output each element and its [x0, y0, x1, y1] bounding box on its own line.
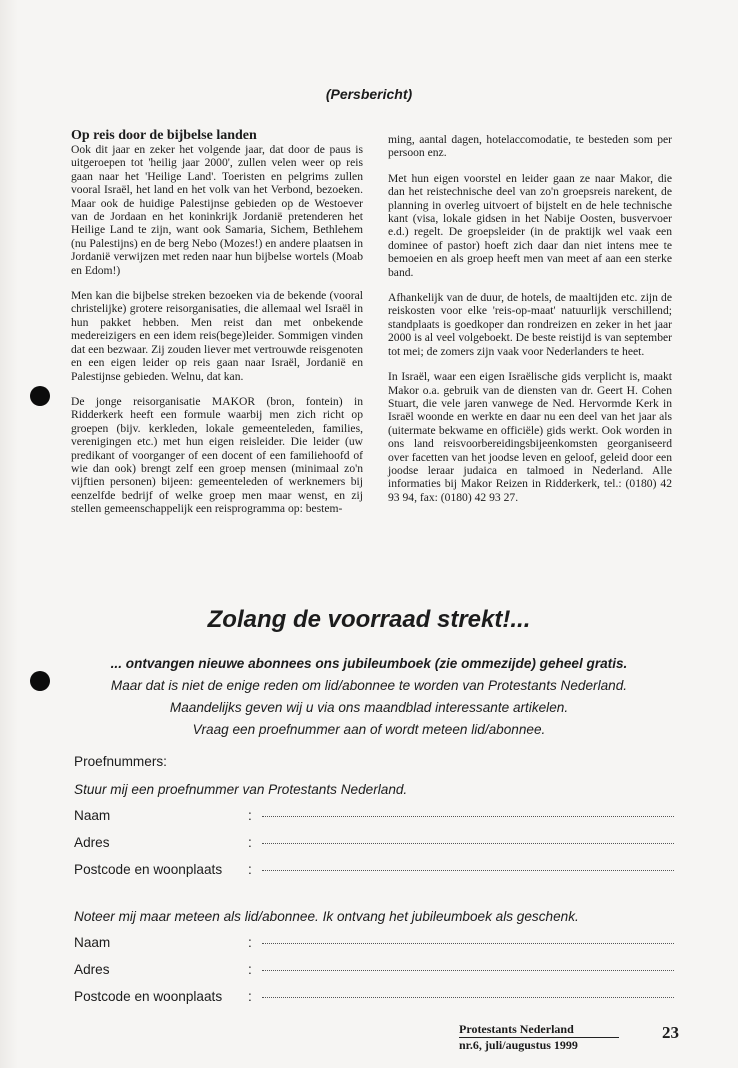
field-label: Naam: [74, 808, 111, 823]
field-colon: :: [248, 835, 252, 850]
article-paragraph: De jonge reisorganisatie MAKOR (bron, fontein) in Ridderkerk heeft een formule waarbij men zich richt op groepen (bijv. kerkleden, lokale gemeenteleden, families, verenigingen etc.) met hun eigen reisleider. Die leider (uw predikant of voorganger of een docent of een familiehoofd of wie dan ook) brengt zelf een groep mensen (minimaal zo'n vijftien personen) bijeen: gemeenteleden of werknemers bij eenzelfde bedrijf of welke groep men maar wenst, en zij stellen gemeenschappelijk een reisprogramma op: bestem-: [71, 394, 363, 516]
promo-text: [0, 653, 738, 741]
punch-hole: [30, 386, 50, 406]
page-footer: [459, 1022, 619, 1052]
promo-line: Maandelijks geven wij u via ons maandblad interessante artikelen.: [169, 700, 569, 715]
sample-postcode-field[interactable]: [74, 862, 674, 889]
article-paragraph: Afhankelijk van de duur, de hotels, de maaltijden etc. zijn de reiskosten voor elke 'reis-op-maat' natuurlijk verschillend; standplaats is goedkoper dan rondreizen en zeker in het jaar 2000 is al veel volgeboekt. De beste reistijd is van september tot mei; de zomers zijn vaak voor Nederlanders te heet.: [388, 291, 672, 358]
field-colon: :: [248, 808, 252, 823]
article-paragraph: Ook dit jaar en zeker het volgende jaar, dat door de paus is uitgeroepen tot 'heilig jaar 2000', zullen velen weer op reis gaan naar het 'Heilige Land'. Toeristen en pelgrims zullen vooral Israël, het land en het volk van het Verbond, bezoeken. Maar ook de huidige Palestijnse gebieden op de Westoever van de Jordaan en het koninkrijk Jordanië pretenderen het Heilige Land te zijn, want ook Samaria, Sichem, Bethlehem (nu Palestijns) en de berg Nebo (Mozes!) en andere plaatsen in Jordanië verwijzen met reden naar hun bijbelse wortels (Moab en Edom!): [71, 143, 363, 277]
field-label: Adres: [74, 962, 110, 977]
dotted-line[interactable]: [262, 996, 674, 998]
dotted-line[interactable]: [262, 842, 674, 844]
article-title: Op reis door de bijbelse landen: [71, 128, 257, 143]
field-colon: :: [248, 989, 252, 1004]
magazine-name: Protestants Nederland: [459, 1022, 619, 1038]
sample-address-field[interactable]: [74, 835, 674, 862]
member-name-field[interactable]: [74, 935, 674, 962]
form-section-label: Proefnummers:: [74, 754, 167, 769]
field-label: Adres: [74, 835, 110, 850]
dotted-line[interactable]: [262, 869, 674, 871]
article-column-left: [71, 128, 363, 528]
field-colon: :: [248, 935, 252, 950]
member-postcode-field[interactable]: [74, 989, 674, 1016]
promo-title: Zolang de voorraad strekt!...: [207, 606, 531, 633]
subscription-form: [74, 752, 674, 1016]
promo-line: Vraag een proefnummer aan of wordt meteen lid/abonnee.: [192, 722, 546, 737]
member-request-heading: Noteer mij maar meteen als lid/abonnee. Ik ontvang het jubileumboek als geschenk.: [74, 909, 579, 924]
page-number: 23: [662, 1023, 679, 1042]
field-label: Postcode en woonplaats: [74, 989, 223, 1004]
article-paragraph: In Israël, waar een eigen Israëlische gids verplicht is, maakt Makor o.a. gebruik van de diensten van dr. Geert H. Cohen Stuart, die vele jaren vanwege de Ned. Hervormde Kerk in Israël woonde en werkte en daar nu een deel van het jaar als (uitermate bekwame en officiële) gids werkt. Ook worden in ons land reisvoorbereidingsbijeenkomsten georganiseerd over facetten van het joodse leven en geloof, geleid door een joodse leraar judaica en talmoed in Nederland. Alle informaties bij Makor Reizen in Ridderkerk, tel.: (0180) 42 93 94, fax: (0180) 42 93 27.: [388, 370, 672, 504]
dotted-line[interactable]: [262, 969, 674, 971]
press-release-label: (Persbericht): [325, 86, 413, 102]
promo-line: Maar dat is niet de enige reden om lid/abonnee te worden van Protestants Nederland.: [110, 678, 628, 693]
article-paragraph: Men kan die bijbelse streken bezoeken via de bekende (vooral christelijke) grotere reisorganisaties, die allemaal wel Israël in hun pakket hebben. Men reist dan met onbekende medereizigers en een idem reis(bege)leider. Sommigen vinden dat een bezwaar. Zij zouden liever met vertrouwde reisgenoten en een eigen leider op reis gaan naar Israël, Jordanië en Palestijnse gebieden. Welnu, dat kan.: [71, 289, 363, 383]
sample-request-heading: Stuur mij een proefnummer van Protestants Nederland.: [74, 782, 408, 797]
field-colon: :: [248, 962, 252, 977]
issue-info: nr.6, juli/augustus 1999: [459, 1038, 578, 1052]
sample-name-field[interactable]: [74, 808, 674, 835]
dotted-line[interactable]: [262, 815, 674, 817]
article-column-right: [388, 133, 672, 516]
dotted-line[interactable]: [262, 942, 674, 944]
member-address-field[interactable]: [74, 962, 674, 989]
field-label: Naam: [74, 935, 111, 950]
article-paragraph: ming, aantal dagen, hotelaccomodatie, te besteden som per persoon enz.: [388, 133, 672, 160]
field-colon: :: [248, 862, 252, 877]
article-paragraph: Met hun eigen voorstel en leider gaan ze naar Makor, die dan het reistechnische deel van zo'n groepsreis narekent, de planning in overleg uitvoert of bijstelt en de hele technische kant (visa, lokale gidsen in het Nabije Oosten, busvervoer e.d.) regelt. De groepsleider (in de praktijk wel vaak een dominee of pastor) hoeft zich daar dan niet intens mee te bemoeien en als groep heeft men van meet af aan een sterke band.: [388, 171, 672, 279]
promo-lead: ... ontvangen nieuwe abonnees ons jubileumboek (zie ommezijde) geheel gratis.: [110, 656, 628, 671]
field-label: Postcode en woonplaats: [74, 862, 223, 877]
